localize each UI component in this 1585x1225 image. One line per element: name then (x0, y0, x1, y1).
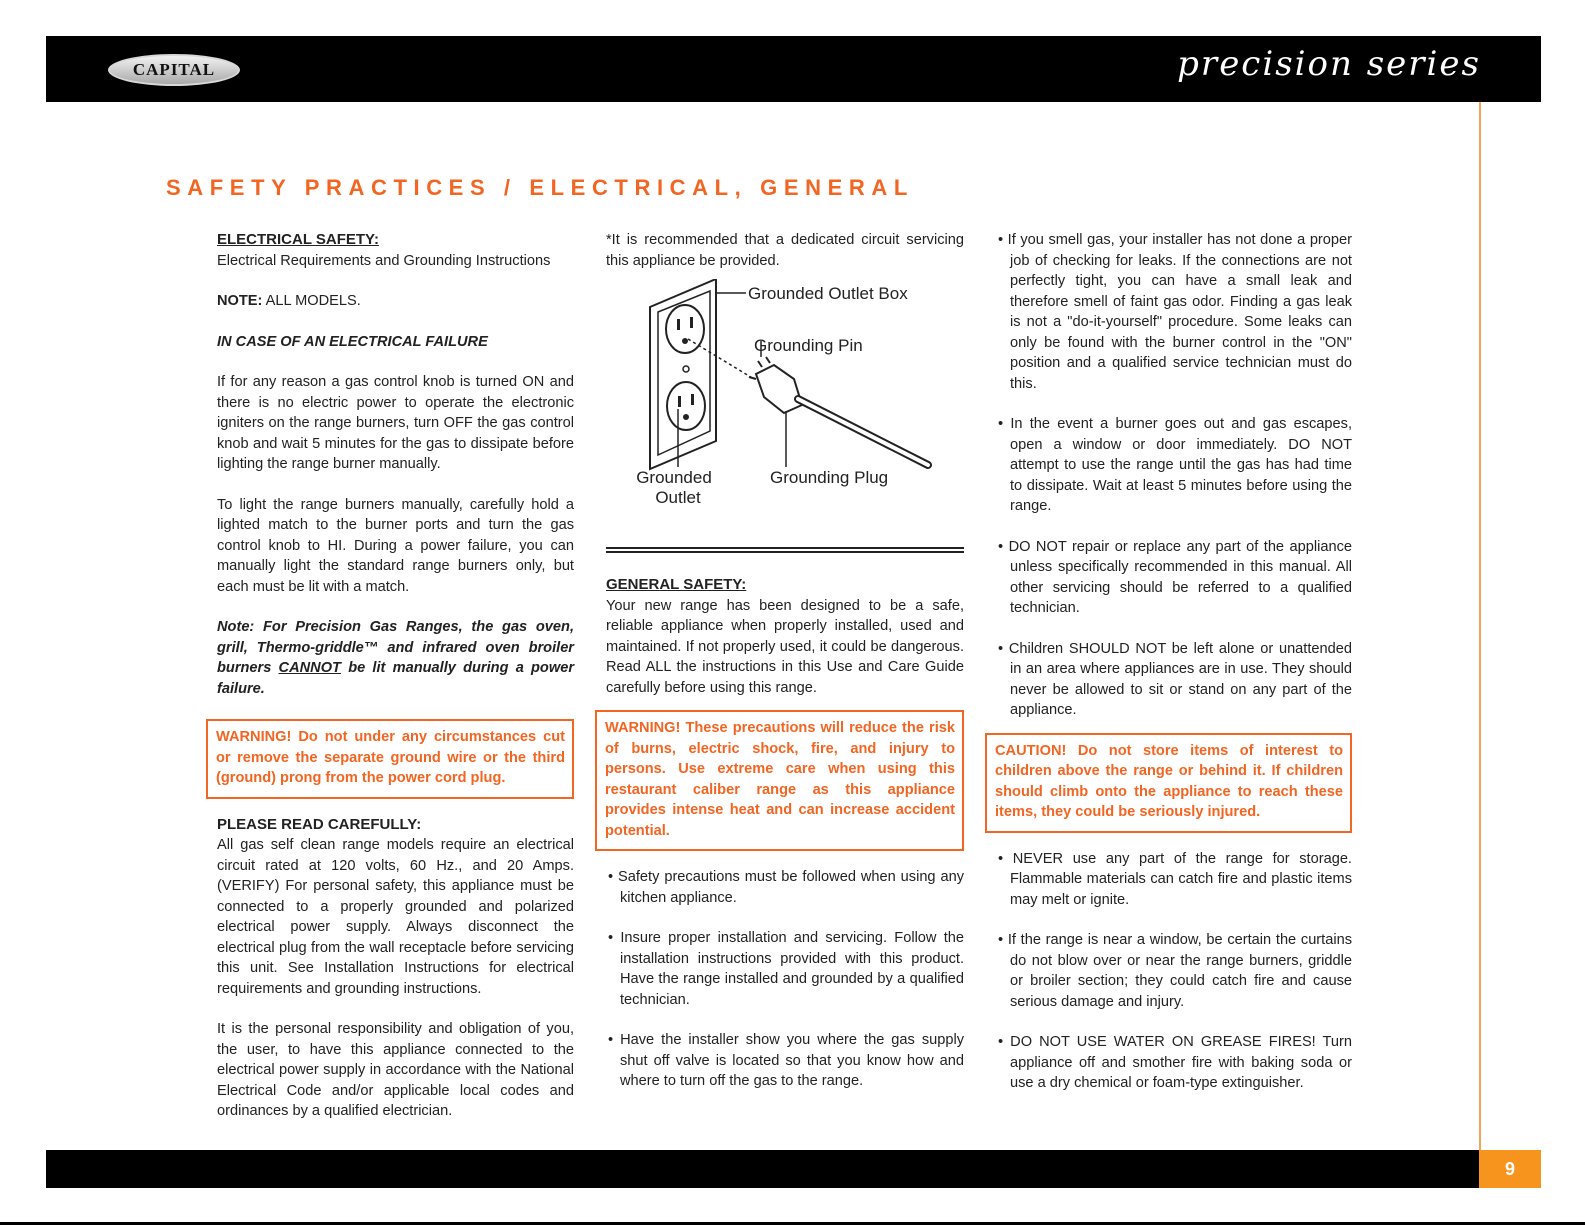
precision-note-a: Note: For Precision Gas Ranges, the gas oven, grill, Thermo-griddle™ and infrared oven broiler burners (217, 619, 574, 676)
lower-slot-right (691, 394, 694, 405)
bullet-do-not-repair: • DO NOT repair or replace any part of the appliance unless specifically recommended in this manual. All other servicing should be referred to a qualified technician. (998, 538, 1352, 616)
header-bar (46, 36, 1541, 102)
label-grounding-plug: Grounding Plug (770, 468, 889, 487)
page-number: 9 (1479, 1150, 1541, 1188)
bullet-installation: • Insure proper installation and servicing. Follow the installation instructions provided with this product. Have the range installed and grounded by a qualified technician. (608, 930, 964, 1008)
bullet-burner-out: • In the event a burner goes out and gas escapes, open a window or door immediately. DO NOT attempt to use the range until the gas has had time to dissipate. Wait at least 5 minutes before using the range. (998, 416, 1352, 514)
read-carefully-heading: PLEASE READ CAREFULLY: (217, 815, 422, 833)
brand-text: CAPITAL (132, 60, 216, 79)
upper-slot-right (690, 317, 693, 328)
outlet-diagram (606, 279, 964, 547)
column-middle (606, 230, 964, 1112)
bullet-children: • Children SHOULD NOT be left alone or unattended in an area where appliances are in use. They should never be allowed to sit or stand on any part of the appliance. (998, 640, 1352, 718)
note-text: ALL MODELS. (262, 293, 361, 309)
plug-prong-2 (766, 357, 770, 363)
margin-rule (1479, 102, 1481, 1150)
column-right (996, 230, 1352, 1114)
label-grounding-pin: Grounding Pin (754, 336, 863, 355)
bullet-window-curtains: • If the range is near a window, be certain the curtains do not blow over or near the range burners, griddle or broiler section; they could catch fire and cause serious damage and injury. (998, 932, 1352, 1010)
precision-note-cannot: CANNOT (278, 660, 341, 676)
ground-wire-warning: WARNING! Do not under any circumstances cut or remove the separate ground wire or the third (ground) prong from the power cord plug. (206, 719, 574, 799)
column-left (217, 230, 574, 1142)
children-caution: CAUTION! Do not store items of interest to children above the range or behind it. If children should climb onto the appliance to reach these items, they could be seriously injured. (985, 733, 1352, 833)
lower-slot-left (678, 396, 681, 407)
bullet-shutoff-valve: • Have the installer show you where the gas supply shut off valve is located so that you know how and where to turn off the gas to the range. (608, 1032, 964, 1089)
upper-ground-hole (682, 338, 688, 344)
power-cord-inner (798, 399, 928, 465)
label-outlet: Outlet (655, 488, 701, 507)
general-safety-heading: GENERAL SAFETY: (606, 576, 747, 593)
precision-note (217, 617, 574, 699)
series-title: precision series (1177, 44, 1481, 84)
note-label: NOTE: (217, 293, 263, 309)
bullet-precautions: • Safety precautions must be followed when using any kitchen appliance. (608, 869, 964, 906)
precautions-warning: WARNING! These precautions will reduce the risk of burns, electric shock, fire, and injury to persons. Use extreme care when using this restaurant caliber range as this appliance provides intense heat and can increase accident potential. (595, 710, 964, 851)
page-title: SAFETY PRACTICES / ELECTRICAL, GENERAL (166, 175, 914, 200)
dedicated-circuit-note: *It is recommended that a dedicated circuit servicing this appliance be provided. (606, 232, 964, 269)
label-grounded: Grounded (636, 468, 712, 487)
precision-note-b: be lit manually during a power failure. (217, 660, 574, 697)
section-divider (606, 547, 964, 553)
upper-slot-left (677, 319, 680, 330)
note-all-models (217, 291, 574, 312)
general-safety-paragraph: Your new range has been designed to be a safe, reliable appliance when properly installed, used and maintained. If not properly used, it could be dangerous. Read ALL the instructions in this Use and Care Guide carefully before using this range. (606, 597, 964, 696)
electrical-requirements-paragraph: All gas self clean range models require an electrical circuit rated at 120 volts, 60 Hz., and 20 Amps. (VERIFY) For personal safety, this appliance must be connected to a properly grounded and polarized electrical power supply. Always disconnect the electrical plug from the wall receptacle before servicing this unit. See Installation Instructions for electrical requirements and grounding instructions. (217, 837, 574, 997)
lower-receptacle (667, 382, 705, 430)
plug-prong-1 (758, 361, 762, 367)
manual-light-paragraph: To light the range burners manually, carefully hold a lighted match to the burner ports and turn the gas control knob to HI. During a power failure, you can manually light the standard range burners only, but each must be lit with a match. (217, 496, 574, 595)
responsibility-paragraph: It is the personal responsibility and obligation of you, the user, to have this appliance connected to the electrical power supply in accordance with the National Electrical Code and/or applicable local codes and ordinances by a qualified electrician. (217, 1021, 574, 1119)
label-outlet-box: Grounded Outlet Box (748, 284, 908, 303)
lower-ground-hole (683, 414, 689, 420)
plug-body (756, 365, 802, 413)
bullet-storage: • NEVER use any part of the range for storage. Flammable materials can catch fire and plastic items may melt or ignite. (998, 850, 1352, 908)
plug-ground-pin (749, 377, 756, 379)
failure-paragraph: If for any reason a gas control knob is turned ON and there is no electric power to operate the electronic igniters on the range burners, turn OFF the gas control knob and wait 5 minutes for the gas to dissipate before lighting the range burner manually. (217, 374, 574, 472)
bullet-smell-gas: • If you smell gas, your installer has not done a proper job of checking for leaks. If the connections are not perfectly tight, you can have a small leak and therefore smell of faint gas odor. Finding a gas leak is not a "do-it-yourself" procedure. Some leaks can only be found with the burner control in the "ON" position and a qualified service technician must do this. (998, 232, 1352, 392)
electrical-subheading: Electrical Requirements and Grounding Instructions (217, 252, 551, 269)
footer-bar (46, 1150, 1479, 1188)
outlet-diagram-svg (606, 279, 964, 547)
bullet-grease-fires: • DO NOT USE WATER ON GREASE FIRES! Turn appliance off and smother fire with baking soda or use a dry chemical or foam-type extinguisher. (998, 1034, 1352, 1091)
capital-logo (108, 54, 240, 86)
electrical-safety-heading: ELECTRICAL SAFETY: (217, 231, 379, 248)
failure-heading: IN CASE OF AN ELECTRICAL FAILURE (217, 333, 488, 350)
